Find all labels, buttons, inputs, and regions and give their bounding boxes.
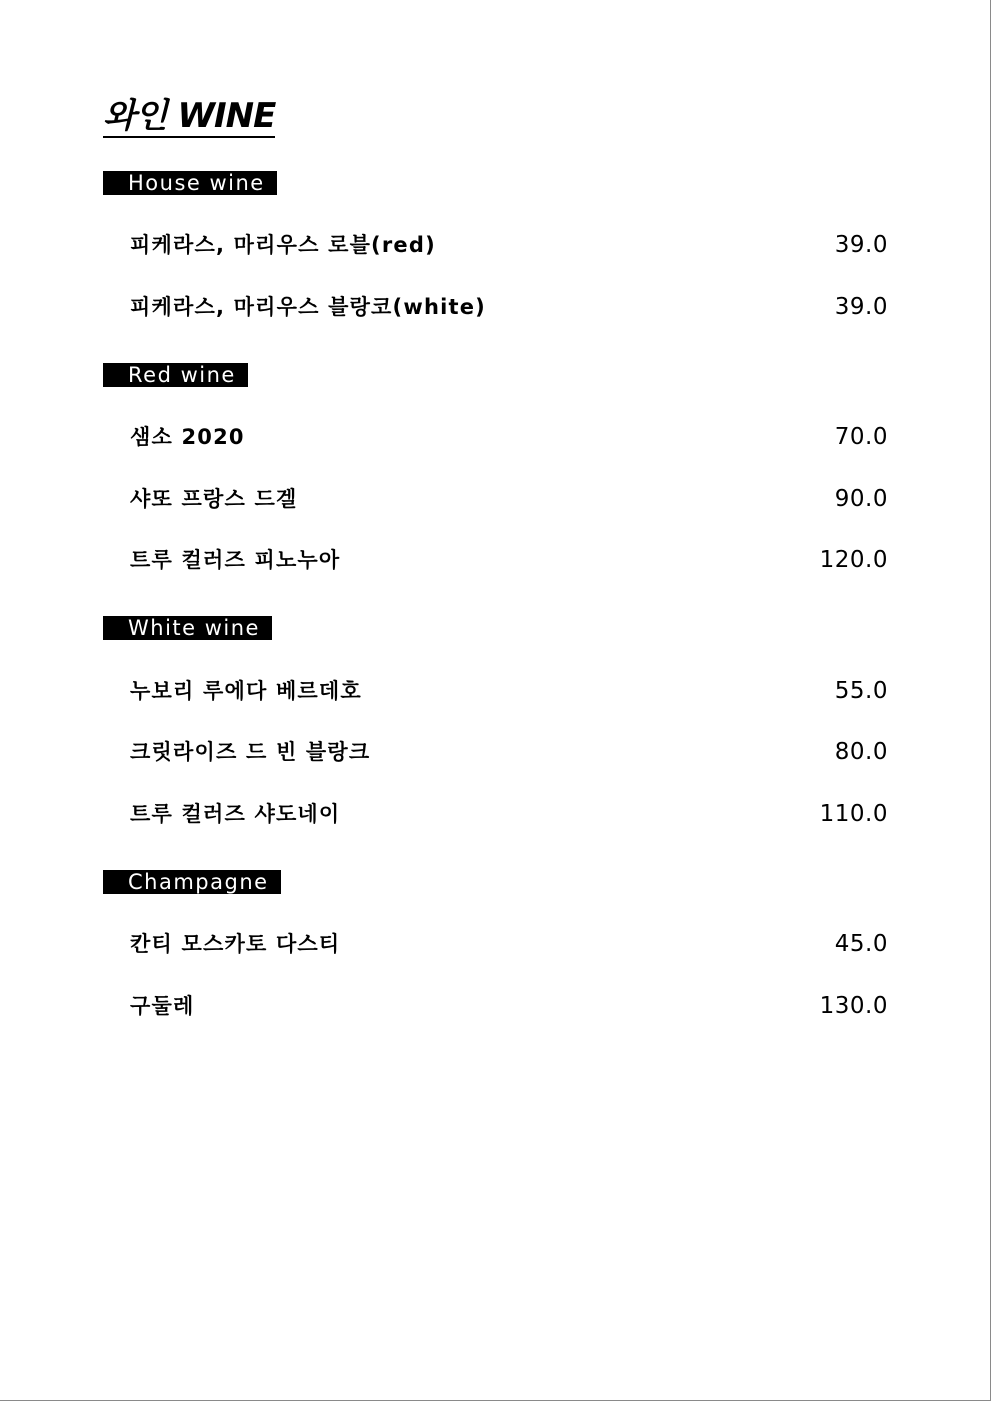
list-item <box>130 991 888 1021</box>
item-name: 누보리 루에다 베르데호 <box>130 679 362 703</box>
item-price: 130.0 <box>819 993 888 1019</box>
item-name: 크릿라이즈 드 빈 블랑크 <box>130 740 371 764</box>
item-name: 샤또 프랑스 드겔 <box>130 487 298 511</box>
item-price: 110.0 <box>819 801 888 827</box>
section-champagne <box>103 870 281 894</box>
item-name: 피케라스, 마리우스 로블(red) <box>130 233 436 257</box>
section-white-wine <box>103 616 272 640</box>
section-red-wine <box>103 363 248 387</box>
item-name: 칸티 모스카토 다스티 <box>130 932 341 956</box>
item-price: 80.0 <box>834 739 888 765</box>
item-price: 45.0 <box>834 931 888 957</box>
item-name: 구둘레 <box>130 994 195 1018</box>
section-label: Champagne <box>103 870 281 894</box>
item-name: 트루 컬러즈 피노누아 <box>130 548 341 572</box>
item-name: 샘소 2020 <box>130 425 245 449</box>
list-item <box>130 292 888 322</box>
list-item <box>130 676 888 706</box>
section-label: House wine <box>103 171 277 195</box>
page-title: 와인 WINE <box>103 96 276 136</box>
list-item <box>130 422 888 452</box>
list-item <box>130 484 888 514</box>
section-label: White wine <box>103 616 272 640</box>
item-price: 90.0 <box>834 486 888 512</box>
item-name: 피케라스, 마리우스 블랑코(white) <box>130 295 486 319</box>
item-price: 55.0 <box>834 678 888 704</box>
item-price: 120.0 <box>819 547 888 573</box>
item-name: 트루 컬러즈 샤도네이 <box>130 802 341 826</box>
list-item <box>130 737 888 767</box>
item-price: 70.0 <box>834 424 888 450</box>
section-label: Red wine <box>103 363 248 387</box>
item-price: 39.0 <box>834 232 888 258</box>
item-price: 39.0 <box>834 294 888 320</box>
list-item <box>130 799 888 829</box>
section-house-wine <box>103 171 277 195</box>
list-item <box>130 929 888 959</box>
list-item <box>130 230 888 260</box>
list-item <box>130 545 888 575</box>
